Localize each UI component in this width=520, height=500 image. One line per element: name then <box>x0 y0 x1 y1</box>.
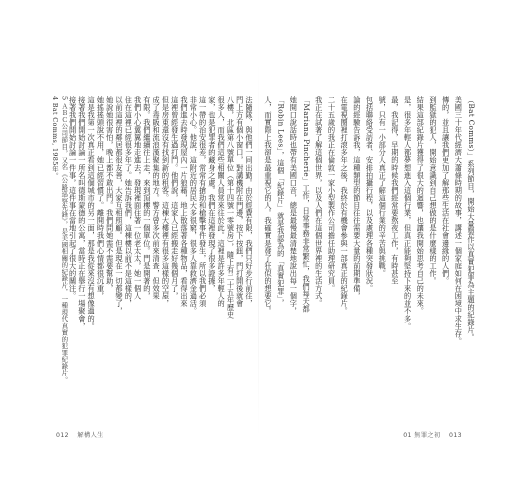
left-text-column: 有限。我們繼續往上走，來到頂樓的一個單位。門是開著的， <box>142 96 152 300</box>
right-text-column: 包括聯絡受訪者、安排拍攝行程，以及處理各種突發狀況。 <box>365 96 375 293</box>
left-text-column: 5 ＡＢＣ公司節目，又名《公路巡察先鋒》，是美國相關的紀錄片，一種現代真實的犯罪紀錄片。 <box>60 96 69 384</box>
right-text-column: 二十五歲的我正在倫敦一家小型製作公司擔任助理研究員。 <box>327 96 337 293</box>
right-text-column: 「Robin Lees」，這個「紀錄片」就是我認為的「真實犯罪」， <box>276 96 286 307</box>
right-text-column: 號，只有一小部分人真正了解這個行業的辛苦與挑戰。 <box>378 96 388 278</box>
right-text-column: 傳的，並且讓我們更加了解那些生活在社會邊緣的人們。 <box>441 96 451 285</box>
left-footer <box>56 430 110 439</box>
left-text-column: 這是我第一次真正看到這個城市的另一面，那是我從來沒有想像過的。 <box>87 96 97 331</box>
left-text-column: 她搖搖頭說不用，她已經習慣了。離開時我們心情都很沉重， <box>96 96 106 300</box>
right-chapter-title: 01 無罪之初 <box>403 432 441 439</box>
right-page-number: 013 <box>448 432 462 439</box>
left-text-column: 接著我們開始討論一所名叫德斯蒙德的公寓，當時正在舉行一場聚會， <box>77 96 87 331</box>
right-text-column: 美國三十年代經濟大蕭條時期的故事，講述一個家庭如何在困境中求生存。 <box>454 96 464 346</box>
left-text-column: 她說她很害怕，晚上都不敢出門。我們問她需不需要幫助， <box>105 96 115 293</box>
left-text-column: 門上方有個小窗口，對講機附在門邊，按下按鈕，門打開後就會 <box>235 96 245 308</box>
left-text-column: 這一帶的治安很差，常常有搶劫和槍擊事件發生，所以我們必須 <box>198 96 208 308</box>
book-gutter <box>258 60 259 440</box>
right-text-column: 在電視圈裡打滾多年之後，我終於有機會參與一部真正的紀錄片。 <box>340 96 350 315</box>
left-text-column: 我們進去時發現屋內一片狼藉，地上散落著各種物品，看得出來 <box>180 96 189 308</box>
left-text-column: 家，也是犯罪者的藏身之處。我們在這裡發現了很多證據， <box>207 96 217 293</box>
left-text-column: 4 Bat Comms, 1985年。 <box>51 96 59 180</box>
right-text-column: 論的經驗告訴我，這種類型的節目往往需要大量的前期準備， <box>352 96 362 300</box>
right-text-column: 我正在試著了解這個世界，以及人們在這個世界裡的生活方式。 <box>314 96 324 308</box>
left-text-column: 法隨隊，與他們一同出勤。由於經費有限，我們只好步行前往， <box>245 96 254 308</box>
left-text-column: 八樓，北區第八號單位（第十四號一零號房），隨上有二十五年歷史 <box>226 96 236 319</box>
right-text-column: 她開口說話時也帶有美國口音，總是最慢最清楚地說出每一個字， <box>289 96 299 315</box>
left-text-column: 成了毒販和流浪漢聚集的地方。警方曾多次前來清查，但效果 <box>152 96 162 300</box>
left-text-column: 以前這裡的鄰居都很友善，大家互相照顧。但是現在一切都變了， <box>115 96 124 315</box>
right-text-column: （Bat Comms）」系列節目，開始大量製作以真實犯罪為主題的紀錄片。 <box>467 96 476 342</box>
left-text-column: 很多人，而我們這些相關人員常來往於此。這裡是許多年輕人的 <box>217 96 227 308</box>
right-text-column: 最，我記得，早期的時候我們經常要熬夜工作，有時甚至 <box>390 96 400 285</box>
left-text-column: 這裡曾經發生過打鬥。他們說，這家人已經搬走好幾個月了， <box>170 96 180 300</box>
left-text-column: 但是房東還沒有找到新的租客。這棟大樓裡有很多這樣的空屋， <box>161 96 171 308</box>
left-page-number: 012 <box>56 432 70 439</box>
left-running-title: 解構人生 <box>77 432 104 439</box>
right-text-column: 「Mariana Pincherie」工作，日常事務非常繁忙，我們每天都 <box>302 96 312 313</box>
right-page <box>264 0 476 500</box>
right-text-column: 是，很多年輕人都夢想進入這個行業，但真正能夠堅持下來的並不多。 <box>403 96 413 331</box>
right-text-column: 結果這部紀錄片獲得了很大的迴響，也讓我開始思考自己的未來。 <box>416 96 426 315</box>
left-page <box>48 0 254 500</box>
left-text-block <box>50 96 254 414</box>
left-text-column: 接著我們開始討論一件事，這件事在當地引起了很大的關注。 <box>68 96 78 300</box>
left-text-column: 非常小心。他說，這附近的居民大多很窮，很多人靠救濟金過活。 <box>189 96 199 315</box>
left-text-column: 住在這裡已經很多年了。她告訴我們，這棟樓以前不是這樣的， <box>124 96 134 308</box>
left-text-column: 我們小心翼翼地走進去，發現裡面住著一位老太太，她一個人 <box>133 96 143 300</box>
right-text-column: 人，而實際上我卻是最重視它的人。我確實是發了狂似的想要它。 <box>264 96 273 315</box>
right-text-block <box>264 96 476 414</box>
right-text-column: 到監獄的犯人，開始意識到自己想做的是什麼樣的工作。 <box>428 96 438 285</box>
right-footer <box>403 430 468 439</box>
